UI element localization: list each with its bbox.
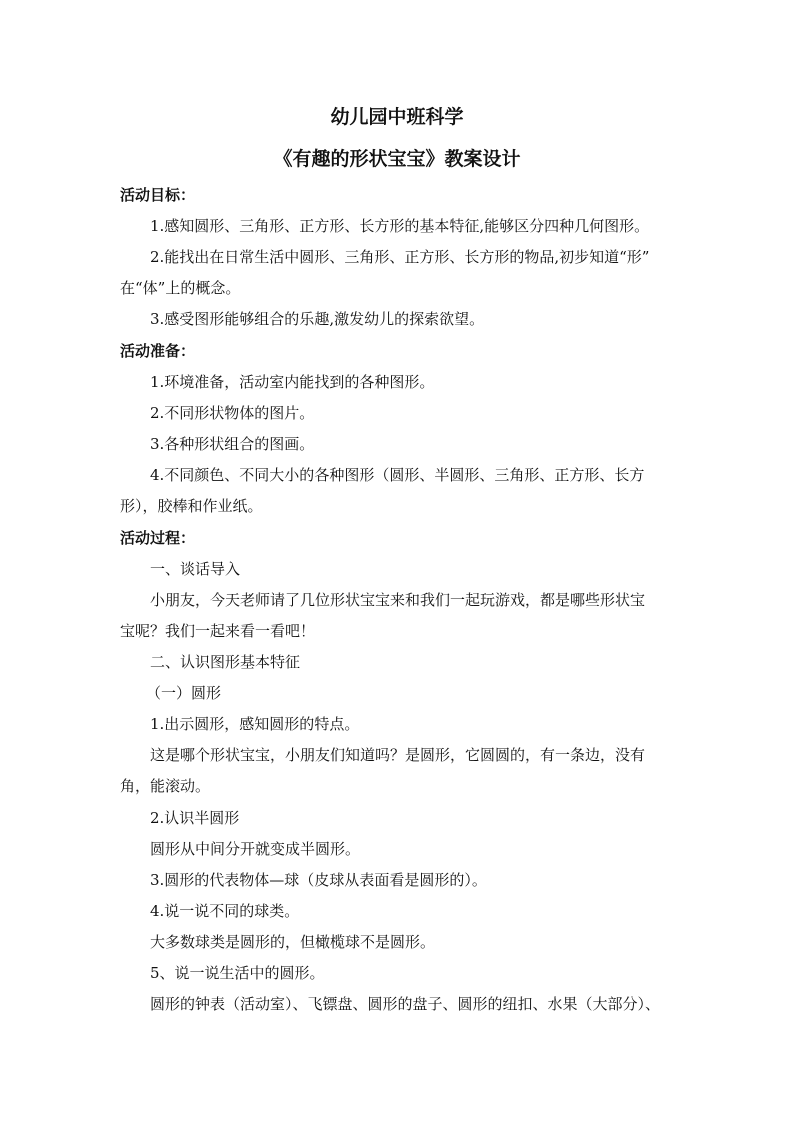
circle-item-2: 2.认识半圆形	[150, 809, 240, 827]
goal-2-line-2: 在“体”上的概念。	[120, 279, 241, 297]
goals-heading: 活动目标：	[120, 186, 196, 204]
prep-2: 2.不同形状物体的图片。	[150, 404, 315, 422]
step-1-text-line-1: 小朋友，今天老师请了几位形状宝宝来和我们一起玩游戏，都是哪些形状宝	[150, 591, 646, 609]
circle-item-4-text: 大多数球类是圆形的，但橄榄球不是圆形。	[150, 933, 436, 951]
title-line-1: 幼儿园中班科学	[330, 106, 464, 128]
step-1-title: 一、谈话导入	[150, 560, 241, 578]
prep-4-line-1: 4.不同颜色、不同大小的各种图形（圆形、半圆形、三角形、正方形、长方	[150, 466, 645, 484]
circle-item-3: 3.圆形的代表物体—球（皮球从表面看是圆形的）。	[150, 871, 487, 889]
prep-3: 3.各种形状组合的图画。	[150, 435, 315, 453]
goal-3: 3.感受图形能够组合的乐趣,激发幼儿的探索欲望。	[150, 310, 485, 328]
prep-1: 1.环境准备，活动室内能找到的各种图形。	[150, 373, 435, 391]
prep-4-line-2: 形），胶棒和作业纸。	[120, 497, 263, 515]
subsection-circle: （一）圆形	[146, 684, 222, 702]
goal-1: 1.感知圆形、三角形、正方形、长方形的基本特征,能够区分四种几何图形。	[150, 217, 650, 235]
circle-item-2-text: 圆形从中间分开就变成半圆形。	[150, 840, 361, 858]
goal-2-line-1: 2.能找出在日常生活中圆形、三角形、正方形、长方形的物品,初步知道“形”	[150, 248, 650, 266]
prep-heading: 活动准备：	[120, 342, 196, 360]
step-2-title: 二、认识图形基本特征	[150, 653, 301, 671]
step-1-text-line-2: 宝呢？我们一起来看一看吧！	[120, 622, 316, 640]
circle-item-1-text-line-2: 角，能滚动。	[120, 777, 211, 795]
circle-item-5: 5、说一说生活中的圆形。	[150, 964, 325, 982]
circle-item-1: 1.出示圆形，感知圆形的特点。	[150, 715, 360, 733]
circle-item-4: 4.说一说不同的球类。	[150, 902, 300, 920]
circle-item-5-text: 圆形的钟表（活动室）、飞镖盘、圆形的盘子、圆形的纽扣、水果（大部分）、	[150, 995, 661, 1013]
title-line-2: 《有趣的形状宝宝》教案设计	[273, 148, 521, 170]
circle-item-1-text-line-1: 这是哪个形状宝宝，小朋友们知道吗？是圆形，它圆圆的，有一条边，没有	[150, 746, 646, 764]
process-heading: 活动过程：	[120, 529, 196, 547]
